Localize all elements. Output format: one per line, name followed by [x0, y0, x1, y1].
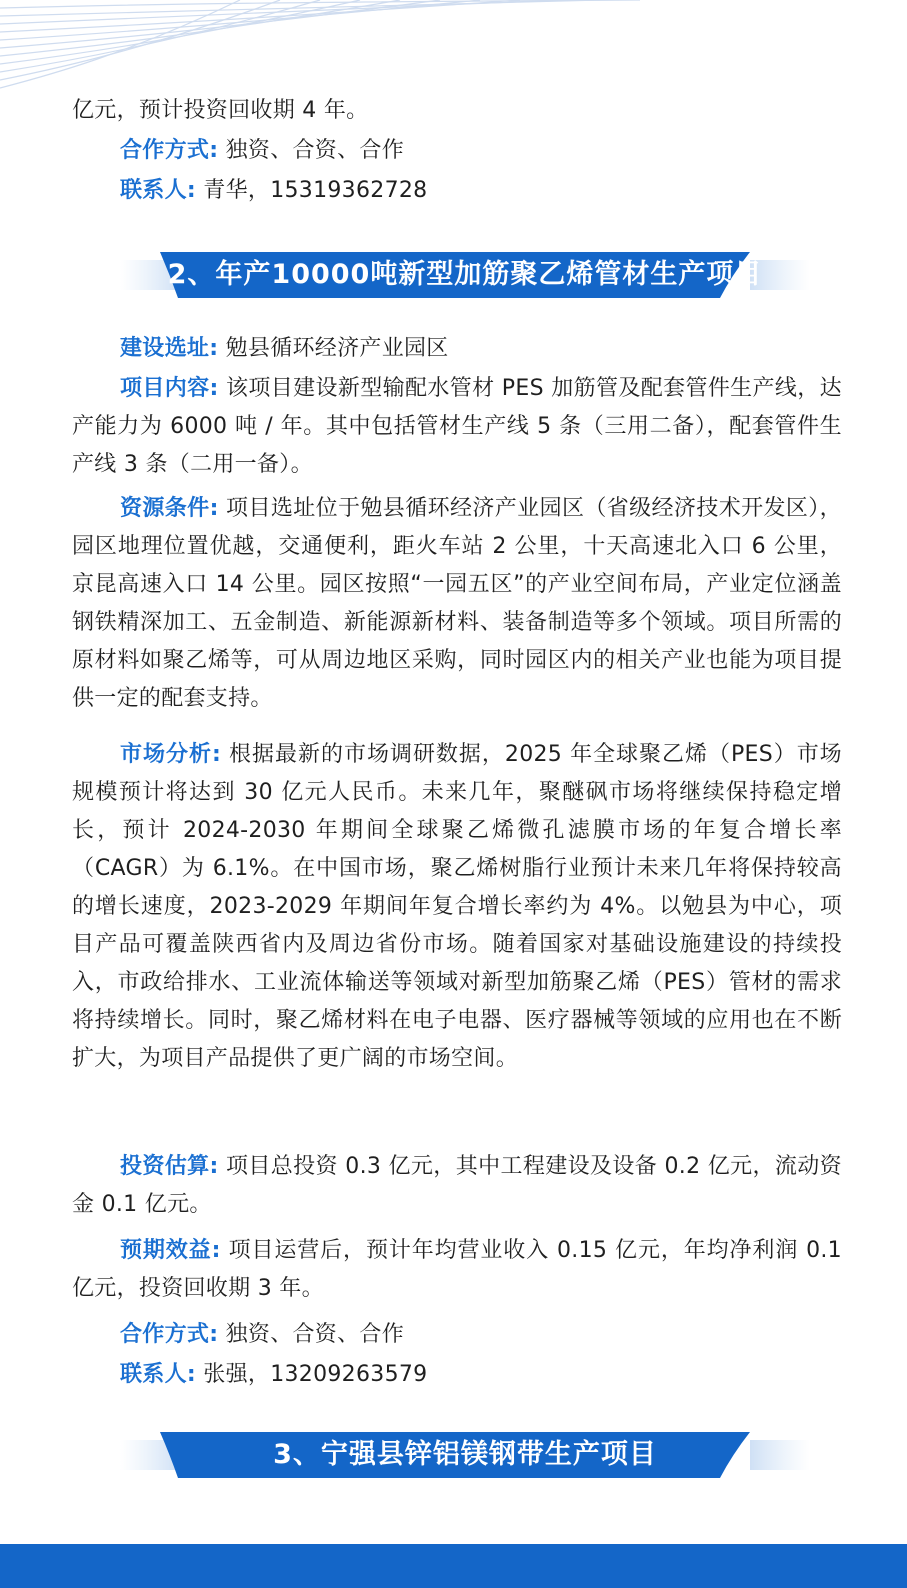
- site-label: 建设选址:: [120, 336, 219, 361]
- site-paragraph: [72, 330, 842, 368]
- contact-value: 青华，15319362728: [196, 178, 428, 203]
- contact-label: 联系人:: [120, 1362, 196, 1387]
- project-3-title: 3、宁强县锌铝镁钢带生产项目: [273, 1439, 657, 1470]
- coop-label: 合作方式:: [120, 138, 219, 163]
- benefit-paragraph: [72, 1232, 842, 1308]
- section-banner-project-3: [120, 1432, 810, 1478]
- site-value: 勉县循环经济产业园区: [218, 336, 449, 361]
- market-label: 市场分析:: [120, 742, 222, 767]
- coop-label: 合作方式:: [120, 1322, 219, 1347]
- investment-value: 项目总投资 0.3 亿元，其中工程建设及设备 0.2 亿元，流动资金 0.1 亿元。: [72, 1154, 842, 1217]
- benefit-label: 预期效益:: [120, 1238, 221, 1263]
- invest-recovery-line: 亿元，预计投资回收期 4 年。: [72, 98, 369, 123]
- contact-label: 联系人:: [120, 178, 196, 203]
- market-value: 根据最新的市场调研数据，2025 年全球聚乙烯（PES）市场规模预计将达到 30 亿元人民币。未来几年，聚醚砜市场将继续保持稳定增长，预计 2024-2030 年期间全球聚乙烯微孔滤膜市场的年复合增长率（CAGR）为 6.1%。在中国市场，聚乙烯树脂行业预计未来几年将保持较高的增长速度，2023-2029 年期间年复合增长率约为 4%。以勉县为中心，项目产品可覆盖陕西省内及周边省份市场。随着国家对基础设施建设的持续投入，市政给排水、工业流体输送等领域对新型加筋聚乙烯（PES）管材的需求将持续增长。同时，聚乙烯材料在电子电器、医疗器械等领域的应用也在不断扩大，为项目产品提供了更广阔的市场空间。: [72, 742, 842, 1071]
- coop-value: 独资、合资、合作: [218, 1322, 405, 1347]
- content-paragraph: [72, 370, 842, 484]
- investment-paragraph: [72, 1148, 842, 1224]
- contact-2: [72, 1356, 842, 1394]
- coop-value: 独资、合资、合作: [218, 138, 405, 163]
- coop-mode-2: [72, 1316, 842, 1354]
- section-banner-project-2: [120, 252, 810, 298]
- content-label: 项目内容:: [120, 376, 219, 401]
- corner-wave-pattern: [0, 0, 650, 95]
- resources-label: 资源条件:: [120, 496, 219, 521]
- footer-bar: [0, 1544, 907, 1588]
- benefit-value: 项目运营后，预计年均营业收入 0.15 亿元，年均净利润 0.1 亿元，投资回收期 3 年。: [72, 1238, 842, 1301]
- market-paragraph: [72, 736, 842, 1078]
- coop-mode-1: [72, 132, 842, 170]
- investment-label: 投资估算:: [120, 1154, 219, 1179]
- project-2-title: 2、年产10000吨新型加筋聚乙烯管材生产项目: [167, 259, 763, 290]
- content-value: 该项目建设新型输配水管材 PES 加筋管及配套管件生产线，达产能力为 6000 吨 / 年。其中包括管材生产线 5 条（三用二备），配套管件生产线 3 条（二用一备）。: [72, 376, 842, 477]
- contact-1: [72, 172, 842, 210]
- resources-value: 项目选址位于勉县循环经济产业园区（省级经济技术开发区），园区地理位置优越，交通便利，距火车站 2 公里，十天高速北入口 6 公里，京昆高速入口 14 公里。园区按照“一园五区”的产业空间布局，产业定位涵盖钢铁精深加工、五金制造、新能源新材料、装备制造等多个领域。项目所需的原材料如聚乙烯等，可从周边地区采购，同时园区内的相关产业也能为项目提供一定的配套支持。: [72, 496, 842, 711]
- contact-value: 张强，13209263579: [196, 1362, 428, 1387]
- resources-paragraph: [72, 490, 842, 718]
